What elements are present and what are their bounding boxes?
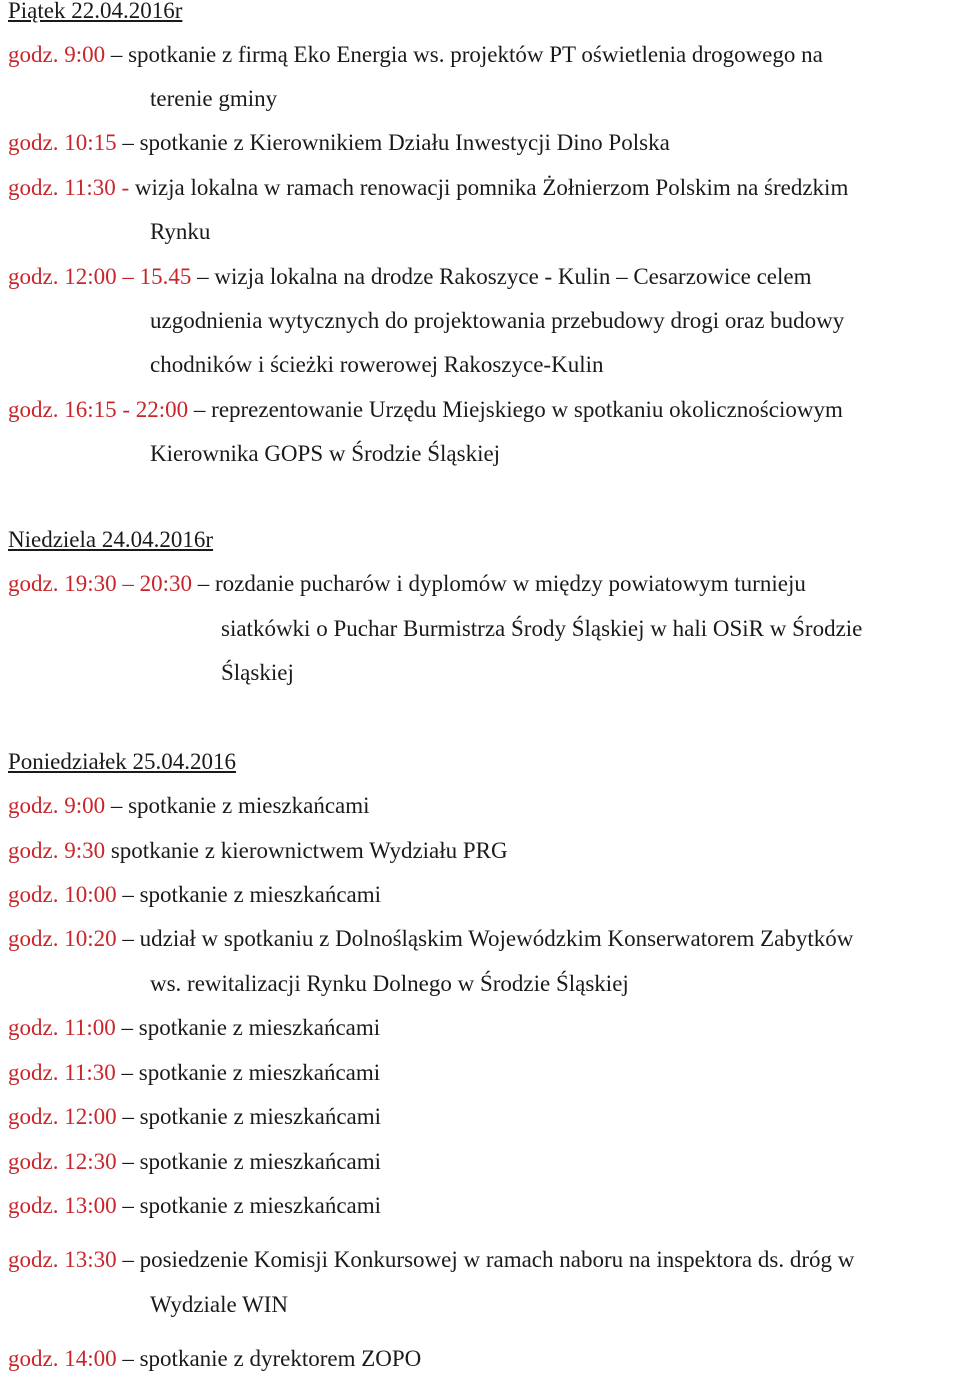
- entry-text: spotkanie z Kierownikiem Działu Inwestycji Dino Polska: [139, 130, 670, 155]
- entry-continuation: uzgodnienia wytycznych do projektowania przebudowy drogi oraz budowy: [150, 308, 845, 333]
- entry-separator: –: [116, 1149, 140, 1174]
- entry-text: spotkanie z dyrektorem ZOPO: [139, 1346, 422, 1371]
- entry-time: godz. 13:00: [8, 1193, 117, 1218]
- entry-text: udział w spotkaniu z Dolnośląskim Wojewódzkim Konserwatorem Zabytków: [139, 926, 854, 951]
- entry-separator: –: [192, 571, 215, 596]
- entry-text: reprezentowanie Urzędu Miejskiego w spotkaniu okolicznościowym: [211, 397, 843, 422]
- entry-line: [8, 1147, 381, 1177]
- entry-text: spotkanie z mieszkańcami: [139, 1193, 382, 1218]
- entry-text: spotkanie z mieszkańcami: [139, 1149, 382, 1174]
- entry-separator: –: [188, 397, 212, 422]
- day-heading: Piątek 22.04.2016r: [8, 0, 183, 23]
- entry-separator: –: [116, 1193, 140, 1218]
- entry-time: godz. 12:30: [8, 1149, 117, 1174]
- entry-time: godz. 9:00: [8, 793, 106, 818]
- entry-text: spotkanie z firmą Eko Energia ws. projektów PT oświetlenia drogowego na: [128, 42, 823, 67]
- entry-continuation: terenie gminy: [150, 86, 278, 111]
- entry-separator: –: [116, 1104, 140, 1129]
- entry-line: [8, 173, 848, 203]
- entry-line: [8, 262, 811, 292]
- entry-time: godz. 11:30 -: [8, 175, 130, 200]
- entry-separator: –: [116, 882, 140, 907]
- entry-time: godz. 10:20: [8, 926, 117, 951]
- entry-line: [8, 40, 823, 70]
- entry-continuation: ws. rewitalizacji Rynku Dolnego w Środzie Śląskiej: [150, 971, 629, 996]
- entry-line: [8, 1013, 380, 1043]
- entry-line: [8, 395, 843, 425]
- day-heading: Poniedziałek 25.04.2016: [8, 749, 237, 774]
- entry-time: godz. 9:30: [8, 838, 106, 863]
- entry-time: godz. 11:30: [8, 1060, 116, 1085]
- day-heading: Niedziela 24.04.2016r: [8, 527, 214, 552]
- entry-line: [8, 791, 370, 821]
- entry-continuation: Kierownika GOPS w Środzie Śląskiej: [150, 441, 501, 466]
- entry-text: spotkanie z mieszkańcami: [138, 1015, 381, 1040]
- entry-time: godz. 19:30 – 20:30: [8, 571, 192, 596]
- entry-continuation: chodników i ścieżki rowerowej Rakoszyce-Kulin: [150, 352, 604, 377]
- entry-separator: –: [116, 130, 140, 155]
- entry-line: [8, 836, 508, 866]
- entry-time: godz. 14:00: [8, 1346, 117, 1371]
- entry-separator: –: [115, 1060, 139, 1085]
- entry-line: [8, 924, 853, 954]
- entry-time: godz. 12:00: [8, 1104, 117, 1129]
- entry-separator: –: [105, 793, 129, 818]
- entry-line: [8, 1344, 421, 1374]
- entry-time: godz. 10:15: [8, 130, 117, 155]
- entry-time: godz. 16:15 - 22:00: [8, 397, 189, 422]
- entry-time: godz. 9:00: [8, 42, 106, 67]
- entry-continuation: Wydziale WIN: [150, 1292, 289, 1317]
- entry-separator: –: [116, 1247, 140, 1272]
- entry-text: spotkanie z mieszkańcami: [138, 1060, 381, 1085]
- entry-separator: –: [115, 1015, 139, 1040]
- entry-line: [8, 1191, 381, 1221]
- entry-separator: –: [116, 1346, 140, 1371]
- entry-text: spotkanie z mieszkańcami: [139, 1104, 382, 1129]
- entry-time: godz. 11:00: [8, 1015, 116, 1040]
- entry-line: [8, 880, 381, 910]
- entry-text: spotkanie z mieszkańcami: [128, 793, 370, 818]
- entry-continuation: Rynku: [150, 219, 211, 244]
- entry-time: godz. 10:00: [8, 882, 117, 907]
- entry-text: spotkanie z mieszkańcami: [139, 882, 382, 907]
- entry-separator: –: [116, 926, 140, 951]
- entry-line: [8, 569, 806, 599]
- entry-time: godz. 12:00 – 15.45: [8, 264, 192, 289]
- entry-line: [8, 1102, 381, 1132]
- entry-continuation: Śląskiej: [221, 660, 294, 685]
- entry-time: godz. 13:30: [8, 1247, 117, 1272]
- entry-text: wizja lokalna na drodze Rakoszyce - Kulin – Cesarzowice celem: [214, 264, 812, 289]
- entry-text: wizja lokalna w ramach renowacji pomnika Żołnierzom Polskim na średzkim: [134, 175, 849, 200]
- entry-text: spotkanie z kierownictwem Wydziału PRG: [110, 838, 508, 863]
- entry-separator: –: [191, 264, 215, 289]
- entry-text: rozdanie pucharów i dyplomów w między powiatowym turnieju: [215, 571, 806, 596]
- entry-line: [8, 1058, 380, 1088]
- entry-text: posiedzenie Komisji Konkursowej w ramach naboru na inspektora ds. dróg w: [139, 1247, 855, 1272]
- entry-line: [8, 128, 670, 158]
- entry-separator: –: [105, 42, 129, 67]
- entry-continuation: siatkówki o Puchar Burmistrza Środy Śląskiej w hali OSiR w Środzie: [221, 616, 863, 641]
- entry-line: [8, 1245, 854, 1275]
